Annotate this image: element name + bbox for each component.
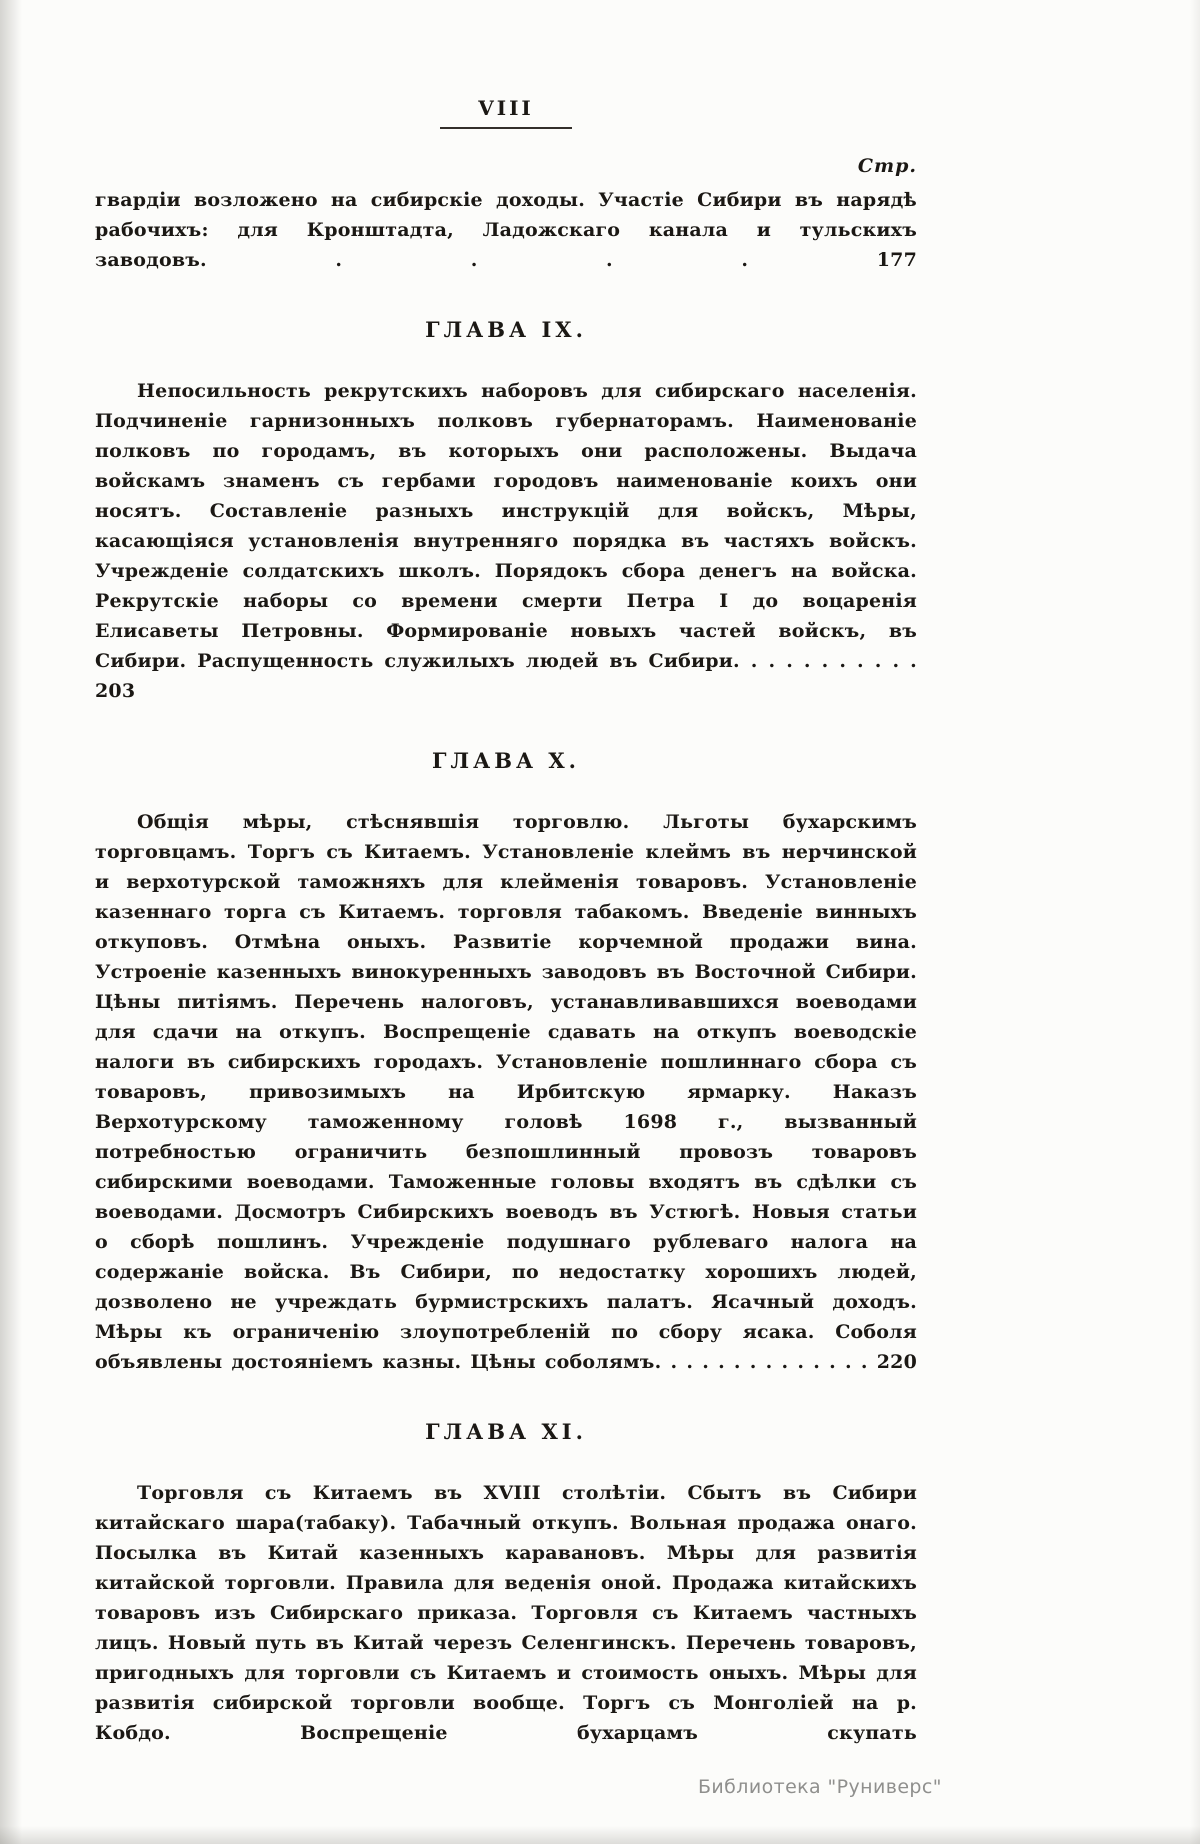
page-ref: 177 xyxy=(876,249,917,271)
toc-entry xyxy=(95,807,917,1377)
chapter-heading: ГЛАВА X. xyxy=(432,748,580,773)
toc-entry-text: Непосильность рекрутскихъ наборовъ для сибирскаго населенія. Подчиненіе гарнизонныхъ полковъ губернаторамъ. Наименованіе полковъ по городамъ, въ которыхъ они расположены. Выдача войскамъ знаменъ съ гербами городовъ наименованіе коихъ они носятъ. Составленіе разныхъ инструкцій для войскъ, Мѣры, касающіяся установленія внутренняго порядка въ частяхъ войскъ. Учрежденіе солдатскихъ школъ. Порядокъ сбора денегъ на войска. Рекрутскіе наборы со времени смерти Петра I до воцаренія Елисаветы Петровны. Формированіе новыхъ частей войскъ, въ Сибири. Распущенность служилыхъ людей въ Сибири. xyxy=(95,380,917,672)
chapter-heading: ГЛАВА IX. xyxy=(425,317,587,342)
toc-entry xyxy=(95,1478,917,1748)
chapter-heading: ГЛАВА XI. xyxy=(425,1419,587,1444)
page-column-label: Стр. xyxy=(857,155,917,177)
dot-leader: . . . . . . . . . . xyxy=(750,650,917,672)
toc-entry xyxy=(95,185,917,275)
text-block xyxy=(95,0,917,1748)
page-ref: 220 xyxy=(876,1351,917,1373)
page-number-header: VIII xyxy=(478,96,534,120)
header-rule xyxy=(440,127,572,129)
dot-leader: . . . . xyxy=(335,249,749,271)
toc-entry-text: Общія мѣры, стѣснявшія торговлю. Льготы бухарскимъ торговцамъ. Торгъ съ Китаемъ. Установленіе клеймъ въ нерчинской и верхотурской таможняхъ для клейменія товаровъ. Установленіе казеннаго торга съ Китаемъ. торговля табакомъ. Введеніе винныхъ откуповъ. Отмѣна оныхъ. Развитіе корчемной продажи вина. Устроеніе казенныхъ винокуренныхъ заводовъ въ Восточной Сибири. Цѣны питіямъ. Перечень налоговъ, устанавливавшихся воеводами для сдачи на откупъ. Воспрещеніе сдавать на откупъ воеводскіе налоги въ сибирскихъ городахъ. Установленіе пошлиннаго сбора съ товаровъ, привозимыхъ на Ирбитскую ярмарку. Наказъ Верхотурскому таможенному головѣ 1698 г., вызванный потребностью ограничить безпошлинный провозъ товаровъ сибирскими воеводами. Таможенные головы входятъ въ сдѣлки съ воеводами. Досмотръ Сибирскихъ воеводъ въ Устюгѣ. Новыя статьи о сборѣ пошлинъ. Учрежденіе подушнаго рублеваго налога на содержаніе войска. Въ Сибири, по недостатку хорошихъ людей, дозволено не учреждать бурмистрскихъ палатъ. Ясачный доходъ. Мѣры къ ограниченію злоупотребленій по сбору ясака. Соболя объявлены достояніемъ казны. Цѣны соболямъ. xyxy=(95,811,917,1373)
toc-entry-text: Торговля съ Китаемъ въ XVIII столѣтіи. Сбытъ въ Сибири китайскаго шара(табаку). Табачный откупъ. Вольная продажа онаго. Посылка въ Китай казенныхъ каравановъ. Мѣры для развитія китайской торговли. Правила для веденія оной. Продажа китайскихъ товаровъ изъ Сибирскаго приказа. Торговля съ Китаемъ частныхъ лицъ. Новый путь въ Китай черезъ Селенгинскъ. Перечень товаровъ, пригодныхъ для торговли съ Китаемъ и стоимость оныхъ. Мѣры для развитія сибирской торговли вообще. Торгъ съ Монголіей на р. Кобдо. Воспрещеніе бухарцамъ скупать xyxy=(95,1482,917,1744)
page-ref: 203 xyxy=(95,680,136,702)
library-watermark: Библиотека "Руниверс" xyxy=(698,1776,942,1798)
dot-leader: . . . . . . . . . . . . . xyxy=(670,1351,868,1373)
toc-entry-text: гвардіи возложено на сибирскіе доходы. Участіе Сибири въ нарядѣ рабочихъ: для Кронштадта, Ладожскаго канала и тульскихъ заводовъ. xyxy=(95,189,917,271)
toc-entry xyxy=(95,376,917,706)
